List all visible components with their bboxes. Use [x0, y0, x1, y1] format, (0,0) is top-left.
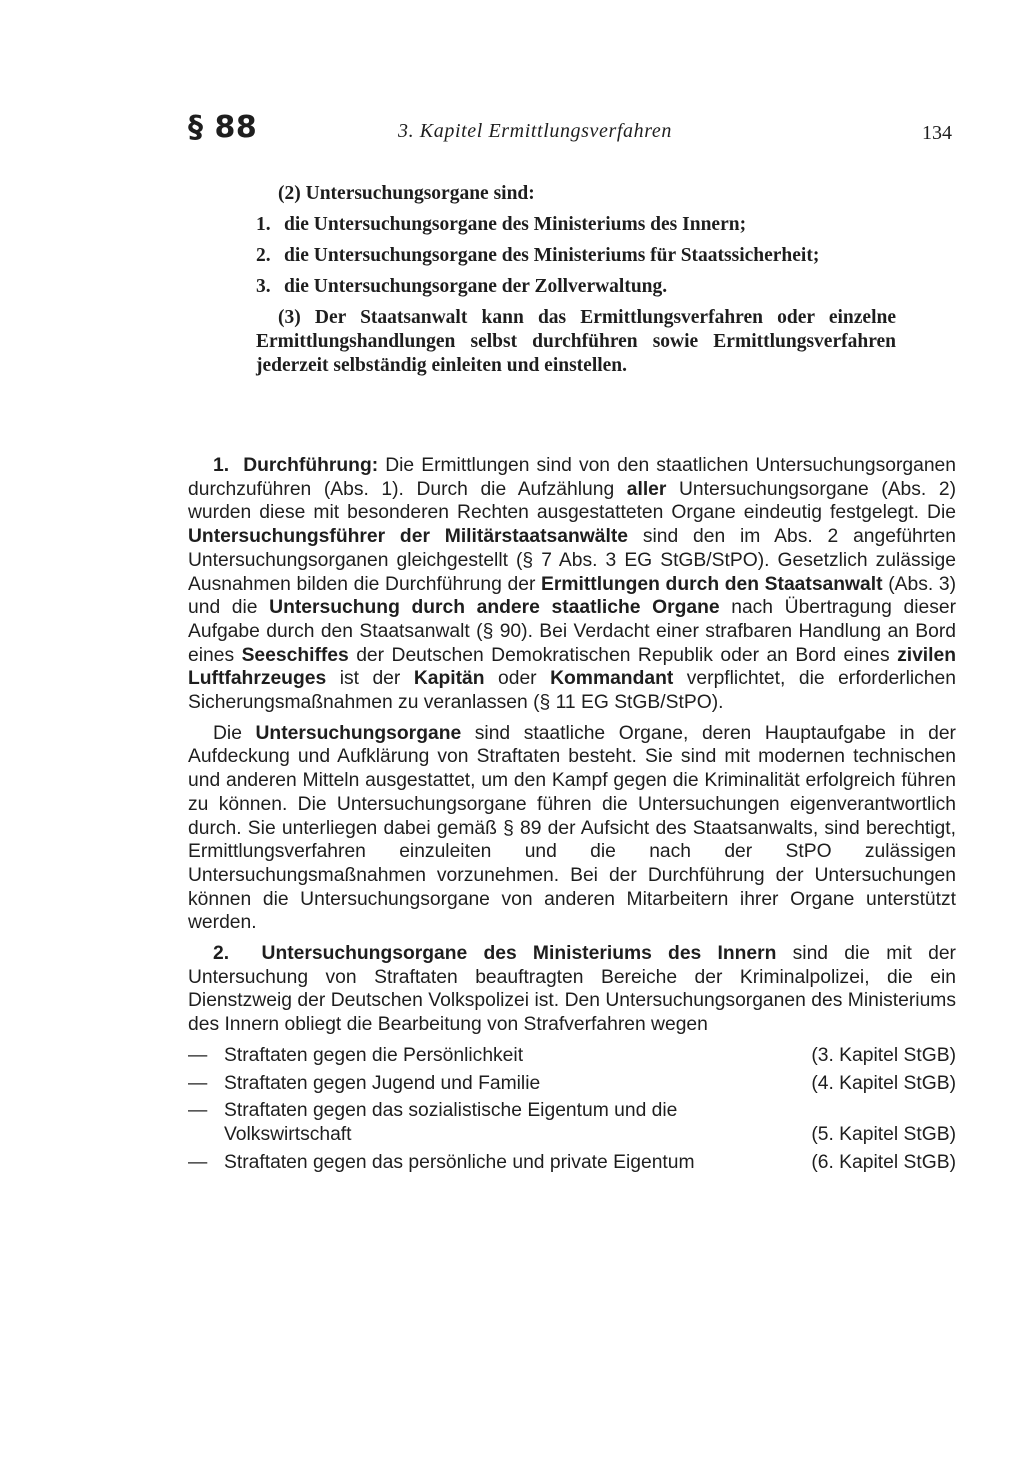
para-text: sind staatliche Organe, deren Hauptaufgabe in der Aufdeckung und Aufklärung von Straftaten besteht. Sie sind mit modernen technischen und anderen Mitteln ausgestattet, um den Kampf gegen die Kriminalität erfolgreich führen zu können. Die Untersuchungsorgane führen die Untersuchungen eigenverantwortlich durch. Sie unterliegen dabei gemäß § 89 der Aufsicht des Staatsanwalts, sind berechtigt, Ermittlungsverfahren einzuleiten und die nach der StPO zulässigen Untersuchungsmaßnahmen vorzunehmen. Bei der Durchführung der Untersuchungen können die Untersuchungsorgane von anderen Mitarbeitern ihrer Organe unterstützt werden. — [188, 722, 956, 934]
law-text — [256, 182, 896, 385]
crime-category: Straftaten gegen das persönliche und private Eigentum — [224, 1151, 695, 1173]
crime-list-item — [188, 1099, 956, 1146]
emphasis: zivilen Luftfahrzeuges — [188, 644, 957, 690]
page-header — [0, 106, 1024, 156]
commentary — [188, 454, 956, 1178]
page-number: 134 — [922, 122, 952, 144]
crime-list-item — [188, 1072, 956, 1096]
section-number: § 88 — [188, 110, 258, 145]
law-list-item — [256, 275, 896, 299]
emphasis: Kapitän — [413, 668, 485, 690]
law-list-item — [256, 244, 896, 268]
law-list-number: 3. — [256, 276, 271, 297]
emphasis: Seeschiffes — [241, 644, 349, 666]
law-list-text: die Untersuchungsorgane der Zollverwaltung. — [284, 276, 668, 297]
emphasis: Ermittlungen durch den Staatsanwalt — [541, 573, 883, 595]
para-text: ist der — [326, 668, 414, 690]
crime-list-item — [188, 1044, 956, 1068]
para-text: sind die mit der Untersuchung von Straftaten beauftragten Bereiche der Kriminalpolizei, die ein Dienstzweig der Deutschen Volkspolizei ist. Den Untersuchungsorganen des Ministeriums des Innern obliegt die Bearbeitung von Strafverfahren wegen — [188, 943, 956, 1036]
para-text: (Abs. 3) und die — [188, 573, 956, 619]
emphasis: aller — [626, 478, 667, 500]
commentary-paragraph-1 — [188, 454, 956, 715]
law-paragraph-2-intro: (2) Untersuchungsorgane sind: — [278, 183, 535, 204]
emphasis: Untersuchungsorgane — [255, 722, 462, 744]
crime-list — [188, 1044, 956, 1175]
dash: — — [188, 1072, 208, 1094]
chapter-title: 3. Kapitel Ermittlungsverfahren — [398, 120, 672, 142]
emphasis: Kommandant — [550, 668, 674, 690]
crime-list-item — [188, 1151, 956, 1175]
law-list-number: 1. — [256, 214, 271, 235]
commentary-paragraph-2 — [188, 722, 956, 935]
para-heading: Untersuchungsorgane des Ministeriums des Innern — [261, 943, 777, 965]
chapter-reference: (3. Kapitel StGB) — [811, 1044, 956, 1066]
para-text: Untersuchungsorgane (Abs. 2) wurden diese mit besonderen Rechten ausgestatteten Organe eindeutig festgelegt. Die — [188, 478, 956, 524]
para-heading: Durchführung: — [243, 455, 379, 476]
chapter-reference: (6. Kapitel StGB) — [811, 1151, 956, 1173]
law-list-number: 2. — [256, 245, 271, 266]
para-text: verpflichtet, die erforderlichen Sicherungsmaßnahmen zu veranlassen (§ 11 EG StGB/StPO). — [188, 668, 956, 714]
commentary-paragraph-3 — [188, 942, 956, 1037]
crime-category: Straftaten gegen Jugend und Familie — [224, 1072, 541, 1094]
para-text: sind den im Abs. 2 angeführten Untersuchungsorganen gleichgestellt (§ 7 Abs. 3 EG StGB/StPO). Gesetzlich zulässige Ausnahmen bilden die Durchführung der — [188, 526, 956, 595]
chapter-reference: (4. Kapitel StGB) — [811, 1072, 956, 1094]
emphasis: Untersuchung durch andere staatliche Organe — [269, 597, 720, 619]
crime-category: Straftaten gegen die Persönlichkeit — [224, 1044, 524, 1066]
dash: — — [188, 1100, 208, 1122]
crime-category: Straftaten gegen das sozialistische Eigentum und die Volkswirtschaft — [224, 1100, 678, 1145]
chapter-reference: (5. Kapitel StGB) — [811, 1123, 956, 1145]
law-list-item — [256, 213, 896, 237]
dash: — — [188, 1151, 208, 1173]
para-number: 1. — [213, 455, 230, 476]
para-text: Die — [213, 722, 256, 744]
law-paragraph-3: (3) Der Staatsanwalt kann das Ermittlungsverfahren oder einzelne Ermittlungshandlungen selbst durchführen sowie Ermittlungsverfahren jederzeit selbständig einleiten und einstellen. — [256, 307, 896, 376]
para-text: nach Übertragung dieser Aufgabe durch den Staatsanwalt (§ 90). Bei Verdacht einer strafbaren Handlung an Bord eines — [188, 597, 956, 666]
law-list-text: die Untersuchungsorgane des Ministeriums für Staatssicherheit; — [284, 245, 820, 266]
para-text: oder — [484, 668, 551, 690]
emphasis: Untersuchungsführer der Militärstaatsanwälte — [188, 526, 629, 548]
para-text: Die Ermittlungen sind von den staatlichen Untersuchungsorganen durchzuführen (Abs. 1). Durch die Aufzählung — [188, 455, 956, 500]
para-number: 2. — [213, 943, 230, 965]
law-list-text: die Untersuchungsorgane des Ministeriums des Innern; — [284, 214, 747, 235]
dash: — — [188, 1044, 208, 1066]
para-text: der Deutschen Demokratischen Republik oder an Bord eines — [348, 644, 898, 666]
